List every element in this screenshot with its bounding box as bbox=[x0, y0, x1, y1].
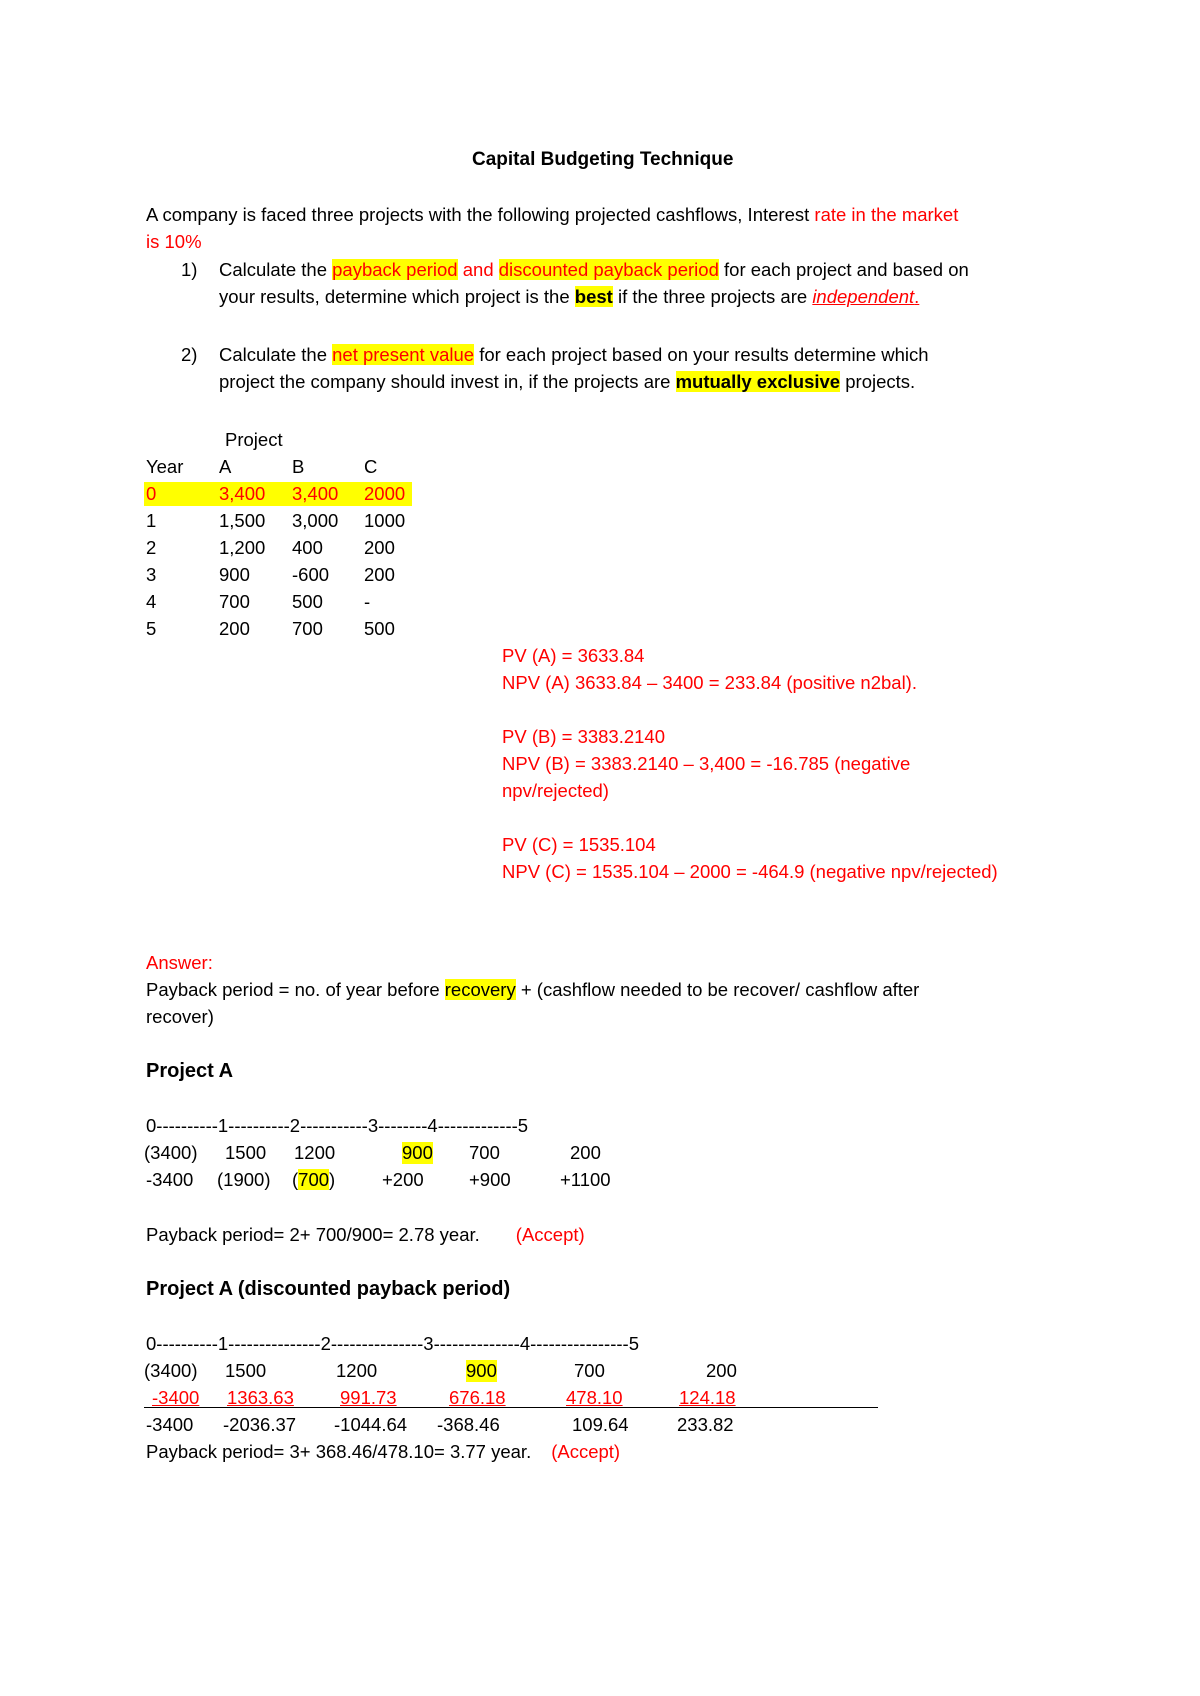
table-cell: 3,000 bbox=[292, 510, 339, 531]
table-cell: 1 bbox=[146, 510, 157, 531]
table-header-a: A bbox=[219, 456, 232, 477]
table-cell: 1,200 bbox=[219, 537, 266, 558]
pa-cashflow: 1500 bbox=[225, 1142, 267, 1163]
table-cell: 3 bbox=[146, 564, 157, 585]
npv-a: NPV (A) 3633.84 – 3400 = 233.84 (positive n2bal). bbox=[502, 672, 917, 693]
pad-discounted: 991.73 bbox=[340, 1387, 397, 1408]
pa-cumulative: -3400 bbox=[146, 1169, 194, 1190]
table-cell: 200 bbox=[364, 564, 395, 585]
pad-discounted: 1363.63 bbox=[227, 1387, 294, 1408]
q2-text-c: for each project based on your results determine which bbox=[474, 344, 929, 365]
intro-line-2: is 10% bbox=[146, 231, 202, 252]
pad-cumulative: 233.82 bbox=[677, 1414, 734, 1435]
pad-cashflow: 200 bbox=[706, 1360, 737, 1381]
pv-b: PV (B) = 3383.2140 bbox=[502, 726, 666, 747]
table-header-b: B bbox=[292, 456, 305, 477]
q2-line-2 bbox=[219, 371, 915, 393]
pa-cashflow: 200 bbox=[570, 1142, 601, 1163]
pad-cashflow: 700 bbox=[574, 1360, 605, 1381]
q2-line-1 bbox=[219, 344, 929, 366]
pa-cumulative: (1900) bbox=[217, 1169, 271, 1190]
npv-b-line-2: npv/rejected) bbox=[502, 780, 609, 801]
table-cell: 200 bbox=[219, 618, 250, 639]
q1-text-a: Calculate the bbox=[219, 259, 333, 280]
answer-line-2: recover) bbox=[146, 1006, 214, 1027]
pad-cashflow: 1500 bbox=[225, 1360, 267, 1381]
table-header-c: C bbox=[364, 456, 378, 477]
q1-number: 1) bbox=[181, 259, 198, 280]
pa-cashflow: 1200 bbox=[294, 1142, 336, 1163]
table-cell: 200 bbox=[364, 537, 395, 558]
table-cell: 0 bbox=[146, 483, 157, 504]
pad-result-text: Payback period= 3+ 368.46/478.10= 3.77 year. bbox=[146, 1441, 532, 1462]
pad-discounted: 124.18 bbox=[679, 1387, 736, 1408]
pa-cumulative-group bbox=[292, 1169, 335, 1191]
table-cell: -600 bbox=[292, 564, 330, 585]
pa-cashflow-highlight: 900 bbox=[402, 1142, 433, 1163]
pa-cashflow: (3400) bbox=[144, 1142, 198, 1163]
sum-rule bbox=[144, 1407, 878, 1408]
table-cell: 3,400 bbox=[219, 483, 266, 504]
pa-result-text: Payback period= 2+ 700/900= 2.78 year. bbox=[146, 1224, 480, 1245]
project-a-timeline: 0----------1----------2-----------3--------4-------------5 bbox=[146, 1115, 529, 1136]
pad-cumulative: -3400 bbox=[146, 1414, 194, 1435]
project-a-disc-timeline: 0----------1---------------2---------------3--------------4----------------5 bbox=[146, 1333, 639, 1354]
q1-best: best bbox=[574, 286, 613, 307]
pad-cashflow-highlight: 900 bbox=[466, 1360, 497, 1381]
q1-text-e: for each project and based on bbox=[718, 259, 969, 280]
pad-cashflow: (3400) bbox=[144, 1360, 198, 1381]
project-a-disc-result bbox=[146, 1441, 620, 1463]
npv-b-line-1: NPV (B) = 3383.2140 – 3,400 = -16.785 (negative bbox=[502, 753, 911, 774]
pad-cumulative: -1044.64 bbox=[334, 1414, 408, 1435]
pad-cumulative: -368.46 bbox=[437, 1414, 500, 1435]
table-cell: 500 bbox=[292, 591, 323, 612]
pa-paren-open: ( bbox=[292, 1169, 299, 1190]
project-a-result bbox=[146, 1224, 585, 1246]
table-cell: 400 bbox=[292, 537, 323, 558]
pad-cumulative: -2036.37 bbox=[223, 1414, 297, 1435]
table-cell: 2 bbox=[146, 537, 157, 558]
pad-accept: (Accept) bbox=[551, 1441, 621, 1462]
q1-discounted-payback: discounted payback period bbox=[498, 259, 719, 280]
pa-cumulative: +1100 bbox=[560, 1169, 611, 1190]
table-cell: 2000 bbox=[364, 483, 406, 504]
q1-line-1 bbox=[219, 259, 969, 281]
pv-a: PV (A) = 3633.84 bbox=[502, 645, 645, 666]
npv-c: NPV (C) = 1535.104 – 2000 = -464.9 (negative npv/rejected) bbox=[502, 861, 998, 882]
table-cell: 5 bbox=[146, 618, 157, 639]
table-header-year: Year bbox=[146, 456, 184, 477]
q2-mutually-exclusive: mutually exclusive bbox=[675, 371, 841, 392]
table-cell: 1,500 bbox=[219, 510, 266, 531]
q2-text-d: project the company should invest in, if the projects are bbox=[219, 371, 676, 392]
pad-discounted: -3400 bbox=[152, 1387, 200, 1408]
table-cell: 900 bbox=[219, 564, 250, 585]
q2-number: 2) bbox=[181, 344, 198, 365]
pv-c: PV (C) = 1535.104 bbox=[502, 834, 656, 855]
answer-line-1 bbox=[146, 979, 919, 1001]
table-cell: 500 bbox=[364, 618, 395, 639]
project-a-disc-heading: Project A (discounted payback period) bbox=[146, 1278, 511, 1300]
table-cell: 4 bbox=[146, 591, 157, 612]
pa-cumulative: +900 bbox=[469, 1169, 511, 1190]
intro-line-1 bbox=[146, 204, 958, 226]
table-cell: 3,400 bbox=[292, 483, 339, 504]
answer-text-c: + (cashflow needed to be recover/ cashflow after bbox=[515, 979, 920, 1000]
intro-rate: rate in the market bbox=[814, 204, 959, 225]
project-a-heading: Project A bbox=[146, 1060, 234, 1082]
q2-text-a: Calculate the bbox=[219, 344, 333, 365]
pa-cumulative: +200 bbox=[382, 1169, 424, 1190]
pad-discounted: 478.10 bbox=[566, 1387, 623, 1408]
q2-npv: net present value bbox=[332, 344, 475, 365]
q1-text-f: your results, determine which project is the bbox=[219, 286, 575, 307]
q1-line-2 bbox=[219, 286, 919, 308]
answer-text-a: Payback period = no. of year before bbox=[146, 979, 445, 1000]
pa-cumulative-highlight: 700 bbox=[298, 1169, 330, 1190]
answer-label: Answer: bbox=[146, 952, 213, 973]
table-cell: - bbox=[364, 591, 371, 612]
document-title: Capital Budgeting Technique bbox=[472, 149, 734, 170]
q1-independent: independent bbox=[812, 286, 915, 307]
pa-paren-close: ) bbox=[329, 1169, 336, 1190]
intro-text: A company is faced three projects with the following projected cashflows, Interest bbox=[146, 204, 815, 225]
q1-text-h: if the three projects are bbox=[612, 286, 813, 307]
q1-payback-period: payback period bbox=[332, 259, 458, 280]
q1-and: and bbox=[457, 259, 499, 280]
pad-discounted: 676.18 bbox=[449, 1387, 506, 1408]
pa-cashflow: 700 bbox=[469, 1142, 500, 1163]
pad-cumulative: 109.64 bbox=[572, 1414, 629, 1435]
table-group-header: Project bbox=[225, 429, 283, 450]
q1-period: . bbox=[914, 286, 920, 307]
q2-text-f: projects. bbox=[840, 371, 916, 392]
table-cell: 700 bbox=[219, 591, 250, 612]
table-cell: 1000 bbox=[364, 510, 406, 531]
table-cell: 700 bbox=[292, 618, 323, 639]
pa-accept: (Accept) bbox=[515, 1224, 585, 1245]
pad-cashflow: 1200 bbox=[336, 1360, 378, 1381]
answer-recovery: recovery bbox=[444, 979, 516, 1000]
